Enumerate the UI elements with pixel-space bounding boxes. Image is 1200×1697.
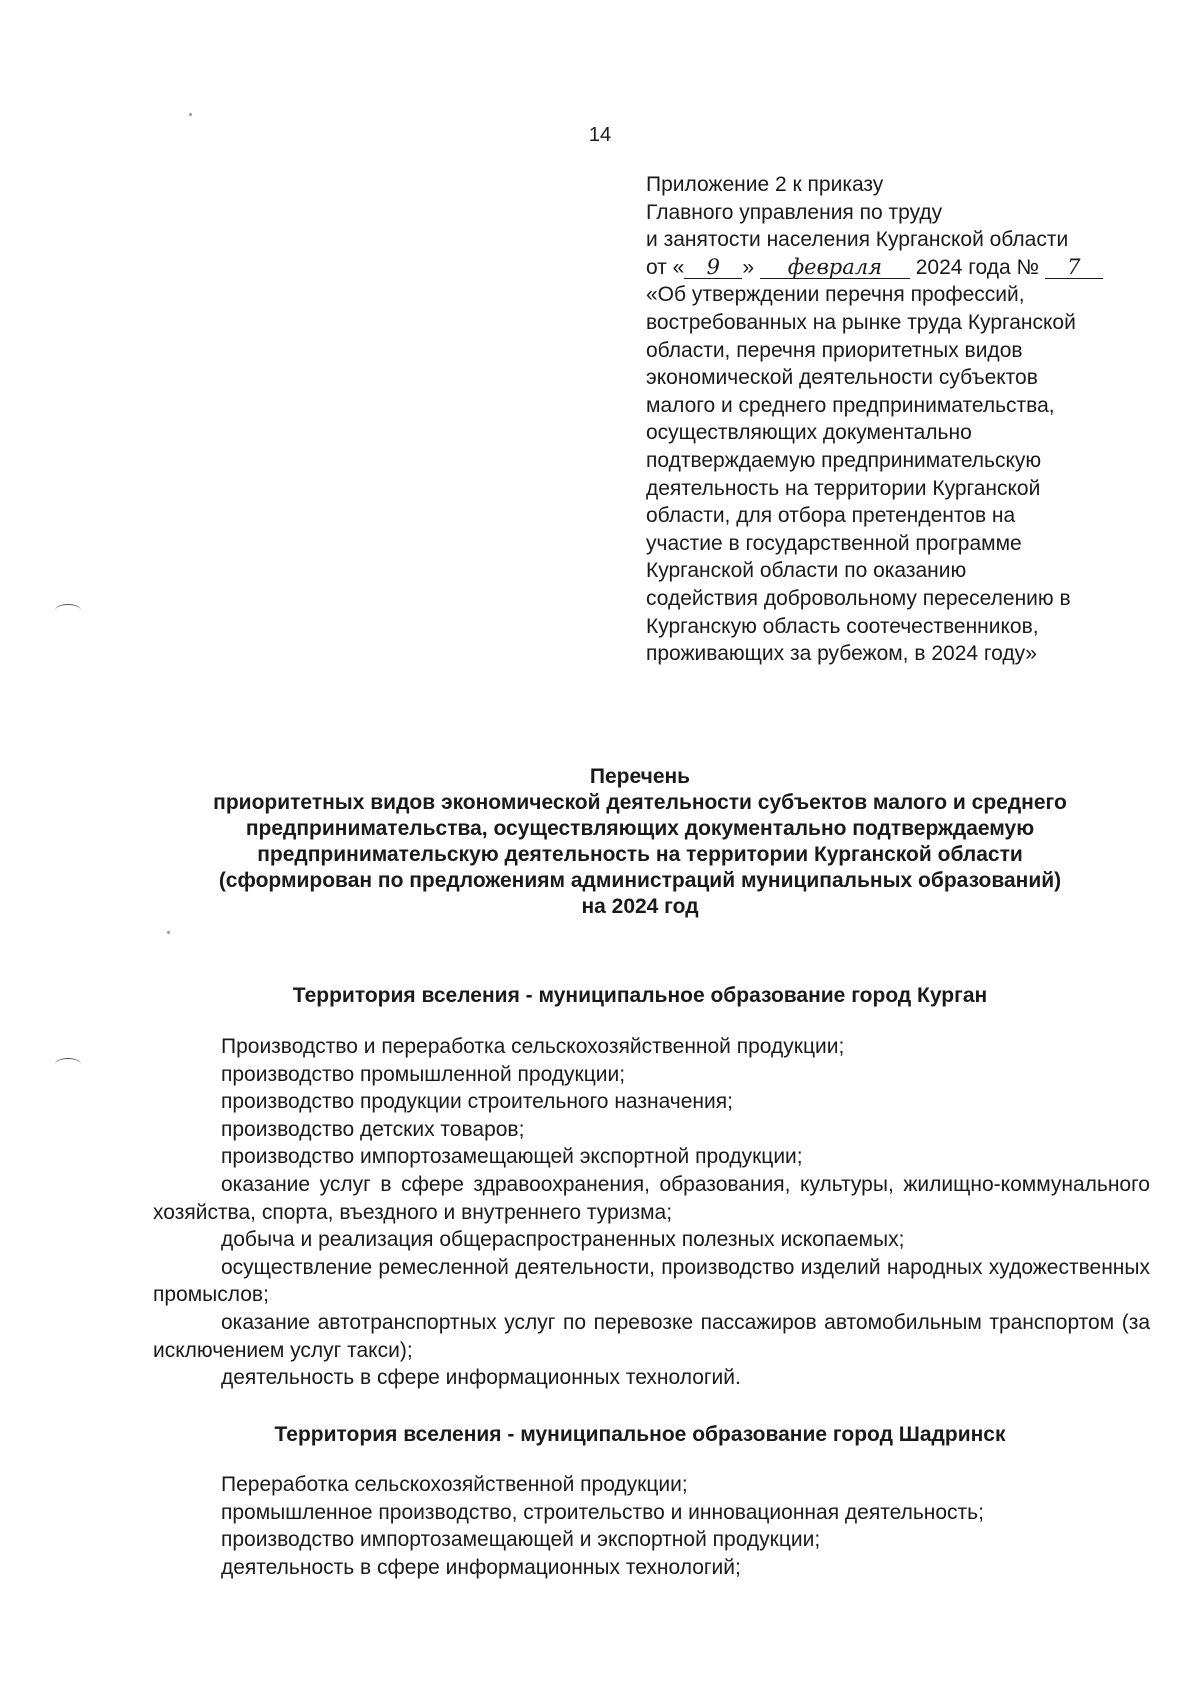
date-prefix: от « <box>646 255 685 279</box>
list-item: производство импортозамещающей и экспортной продукции; <box>221 1528 821 1552</box>
title-line: Перечень <box>589 765 691 788</box>
scan-speck <box>189 113 192 116</box>
appendix-line: Главного управления по труду <box>646 200 943 224</box>
appendix-line: и занятости населения Курганской области <box>646 228 1069 252</box>
date-mid: » <box>742 255 755 279</box>
page-number: 14 <box>588 124 612 146</box>
section-items-kurgan <box>153 1033 1150 1392</box>
appendix-subject-line: экономической деятельности субъектов <box>646 366 1038 390</box>
list-item: производство импортозамещающей экспортной продукции; <box>221 1145 803 1169</box>
list-item: добыча и реализация общераспространенных полезных ископаемых; <box>221 1228 905 1252</box>
appendix-subject-line: Курганской области по оказанию <box>646 559 967 583</box>
appendix-subject-line: области, для отбора претендентов на <box>646 504 1016 528</box>
handwritten-month: февраля <box>760 256 910 279</box>
document-title <box>150 764 1130 920</box>
order-date-line <box>646 254 1166 282</box>
list-item: промышленное производство, строительство и инновационная деятельность; <box>221 1500 984 1524</box>
list-item: производство промышленной продукции; <box>221 1062 626 1086</box>
list-item: деятельность в сфере информационных технологий. <box>221 1366 741 1390</box>
list-item: оказание услуг в сфере здравоохранения, образования, культуры, жилищно-коммунального хозяйства, спорта, въездного и внутреннего туризма; <box>153 1172 1150 1224</box>
appendix-subject-line: области, перечня приоритетных видов <box>646 338 1023 362</box>
date-year: 2024 года № <box>909 255 1039 279</box>
appendix-subject-line: подтверждаемую предпринимательскую <box>646 448 1042 472</box>
appendix-subject-line: востребованных на рынке труда Курганской <box>646 310 1076 334</box>
appendix-subject-line: осуществляющих документально <box>646 421 972 445</box>
handwritten-day: 9 <box>684 256 742 279</box>
section-heading-shadrinsk: Территория вселения - муниципальное образование город Шадринск <box>274 1423 1006 1446</box>
title-line: приоритетных видов экономической деятельности субъектов малого и среднего <box>213 791 1067 814</box>
punch-hole-mark <box>55 1058 81 1071</box>
appendix-subject-line: проживающих за рубежом, в 2024 году» <box>646 642 1037 666</box>
list-item: Производство и переработка сельскохозяйственной продукции; <box>221 1035 845 1058</box>
appendix-subject-line: содействия добровольному переселению в <box>646 586 1071 610</box>
appendix-line: Приложение 2 к приказу <box>646 173 884 196</box>
list-item: осуществление ремесленной деятельности, производство изделий народных художественных промыслов; <box>153 1255 1150 1307</box>
list-item: производство продукции строительного назначения; <box>221 1090 733 1114</box>
appendix-subject-line: малого и среднего предпринимательства, <box>646 393 1055 417</box>
list-item: оказание автотранспортных услуг по перевозке пассажиров автомобильным транспортом (за исключением услуг такси); <box>153 1310 1150 1362</box>
title-line: предпринимательскую деятельность на территории Курганской области <box>257 843 1023 866</box>
appendix-subject-line: Курганскую область соотечественников, <box>646 614 1039 638</box>
handwritten-order-number: 7 <box>1045 256 1103 279</box>
list-item: Переработка сельскохозяйственной продукции; <box>221 1473 688 1496</box>
appendix-subject-line: участие в государственной программе <box>646 531 1022 555</box>
scan-speck <box>167 931 170 934</box>
section-items-shadrinsk <box>153 1471 1150 1581</box>
title-line: предпринимательства, осуществляющих документально подтверждаемую <box>245 817 1035 840</box>
punch-hole-mark <box>55 604 81 617</box>
appendix-header <box>646 171 1166 668</box>
title-line: (сформирован по предложениям администраций муниципальных образований) <box>218 869 1062 892</box>
list-item: производство детских товаров; <box>221 1117 525 1141</box>
section-heading-kurgan: Территория вселения - муниципальное образование город Курган <box>292 984 988 1007</box>
list-item: деятельность в сфере информационных технологий; <box>221 1555 741 1579</box>
appendix-subject-line: деятельность на территории Курганской <box>646 476 1041 500</box>
appendix-subject-line: «Об утверждении перечня профессий, <box>646 283 1025 307</box>
title-line: на 2024 год <box>581 895 699 918</box>
